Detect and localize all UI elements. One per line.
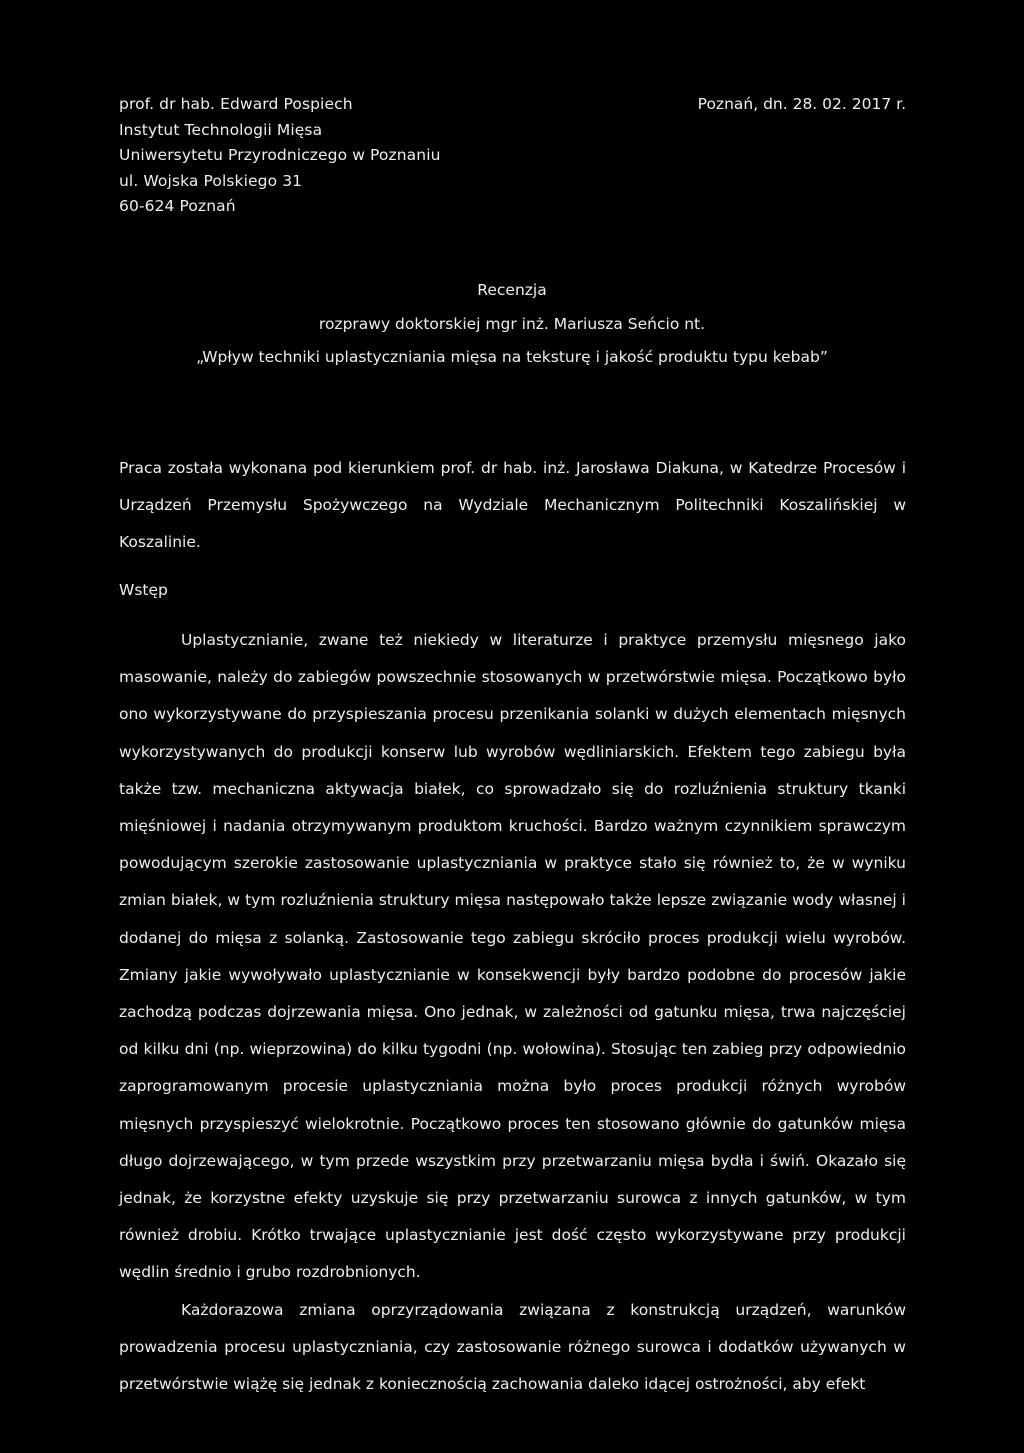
- sender-university: Uniwersytetu Przyrodniczego w Poznaniu: [119, 146, 441, 164]
- document-title: Recenzja: [477, 281, 547, 299]
- section-heading-introduction: Wstęp: [119, 581, 168, 599]
- sender-address-block: [119, 92, 441, 220]
- supervision-paragraph: Praca została wykonana pod kierunkiem prof. dr hab. inż. Jarosława Diakuna, w Katedrze Procesów i Urządzeń Przemysłu Spożywczego na Wydziale Mechanicznym Politechniki Koszalińskiej w Koszalinie.: [119, 459, 906, 552]
- intro-paragraph-1: Uplastycznianie, zwane też niekiedy w literaturze i praktyce przemysłu mięsnego jako masowanie, należy do zabiegów powszechnie stosowanych w przetwórstwie mięsa. Początkowo było ono wykorzystywane do przyspieszania procesu przenikania solanki w dużych elementach mięsnych wykorzystywanych do produkcji konserw lub wyrobów wędliniarskich. Efektem tego zabiegu była także tzw. mechaniczna aktywacja białek, co sprowadzało się do rozluźnienia struktury tkanki mięśniowej i nadania otrzymywanym produktom kruchości. Bardzo ważnym czynnikiem sprawczym powodującym szerokie zastosowanie uplastyczniania w praktyce stało się również to, że w wyniku zmian białek, w tym rozluźnienia struktury mięsa następowało także lepsze związanie wody własnej i dodanej do mięsa z solanką. Zastosowanie tego zabiegu skróciło proces produkcji wielu wyrobów. Zmiany jakie wywoływało uplastycznianie w konsekwencji były bardzo podobne do procesów jakie zachodzą podczas dojrzewania mięsa. Ono jednak, w zależności od gatunku mięsa, trwa najczęściej od kilku dni (np. wieprzowina) do kilku tygodni (np. wołowina). Stosując ten zabieg przy odpowiednio zaprogramowanym procesie uplastyczniania można było proces produkcji różnych wyrobów mięsnych przyspieszyć wielokrotnie. Początkowo proces ten stosowano głównie do gatunków mięsa długo dojrzewającego, w tym przede wszystkim przy przetwarzaniu mięsa bydła i świń. Okazało się jednak, że korzystne efekty uzyskuje się przy przetwarzaniu surowca z innych gatunków, w tym również drobiu. Krótko trwające uplastycznianie jest dość często wykorzystywane przy produkcji wędlin średnio i grubo rozdrobnionych.: [119, 631, 906, 1282]
- sender-name: prof. dr hab. Edward Pospiech: [119, 95, 353, 113]
- sender-institute: Instytut Technologii Mięsa: [119, 120, 323, 139]
- intro-paragraph-2: Każdorazowa zmiana oprzyrządowania związana z konstrukcją urządzeń, warunków prowadzenia procesu uplastyczniania, czy zastosowanie różnego surowca i dodatków używanych w przetwórstwie wiążę się jednak z koniecznością zachowania daleko idącej ostrożności, aby efekt: [119, 1301, 906, 1394]
- sender-street: ul. Wojska Polskiego 31: [119, 171, 303, 190]
- dissertation-topic: „Wpływ techniki uplastyczniania mięsa na teksturę i jakość produktu typu kebab”: [196, 348, 828, 366]
- sender-postal-city: 60-624 Poznań: [119, 197, 236, 215]
- document-subtitle: rozprawy doktorskiej mgr inż. Mariusza Seńcio nt.: [318, 315, 706, 333]
- letter-date: Poznań, dn. 28. 02. 2017 r.: [697, 95, 906, 113]
